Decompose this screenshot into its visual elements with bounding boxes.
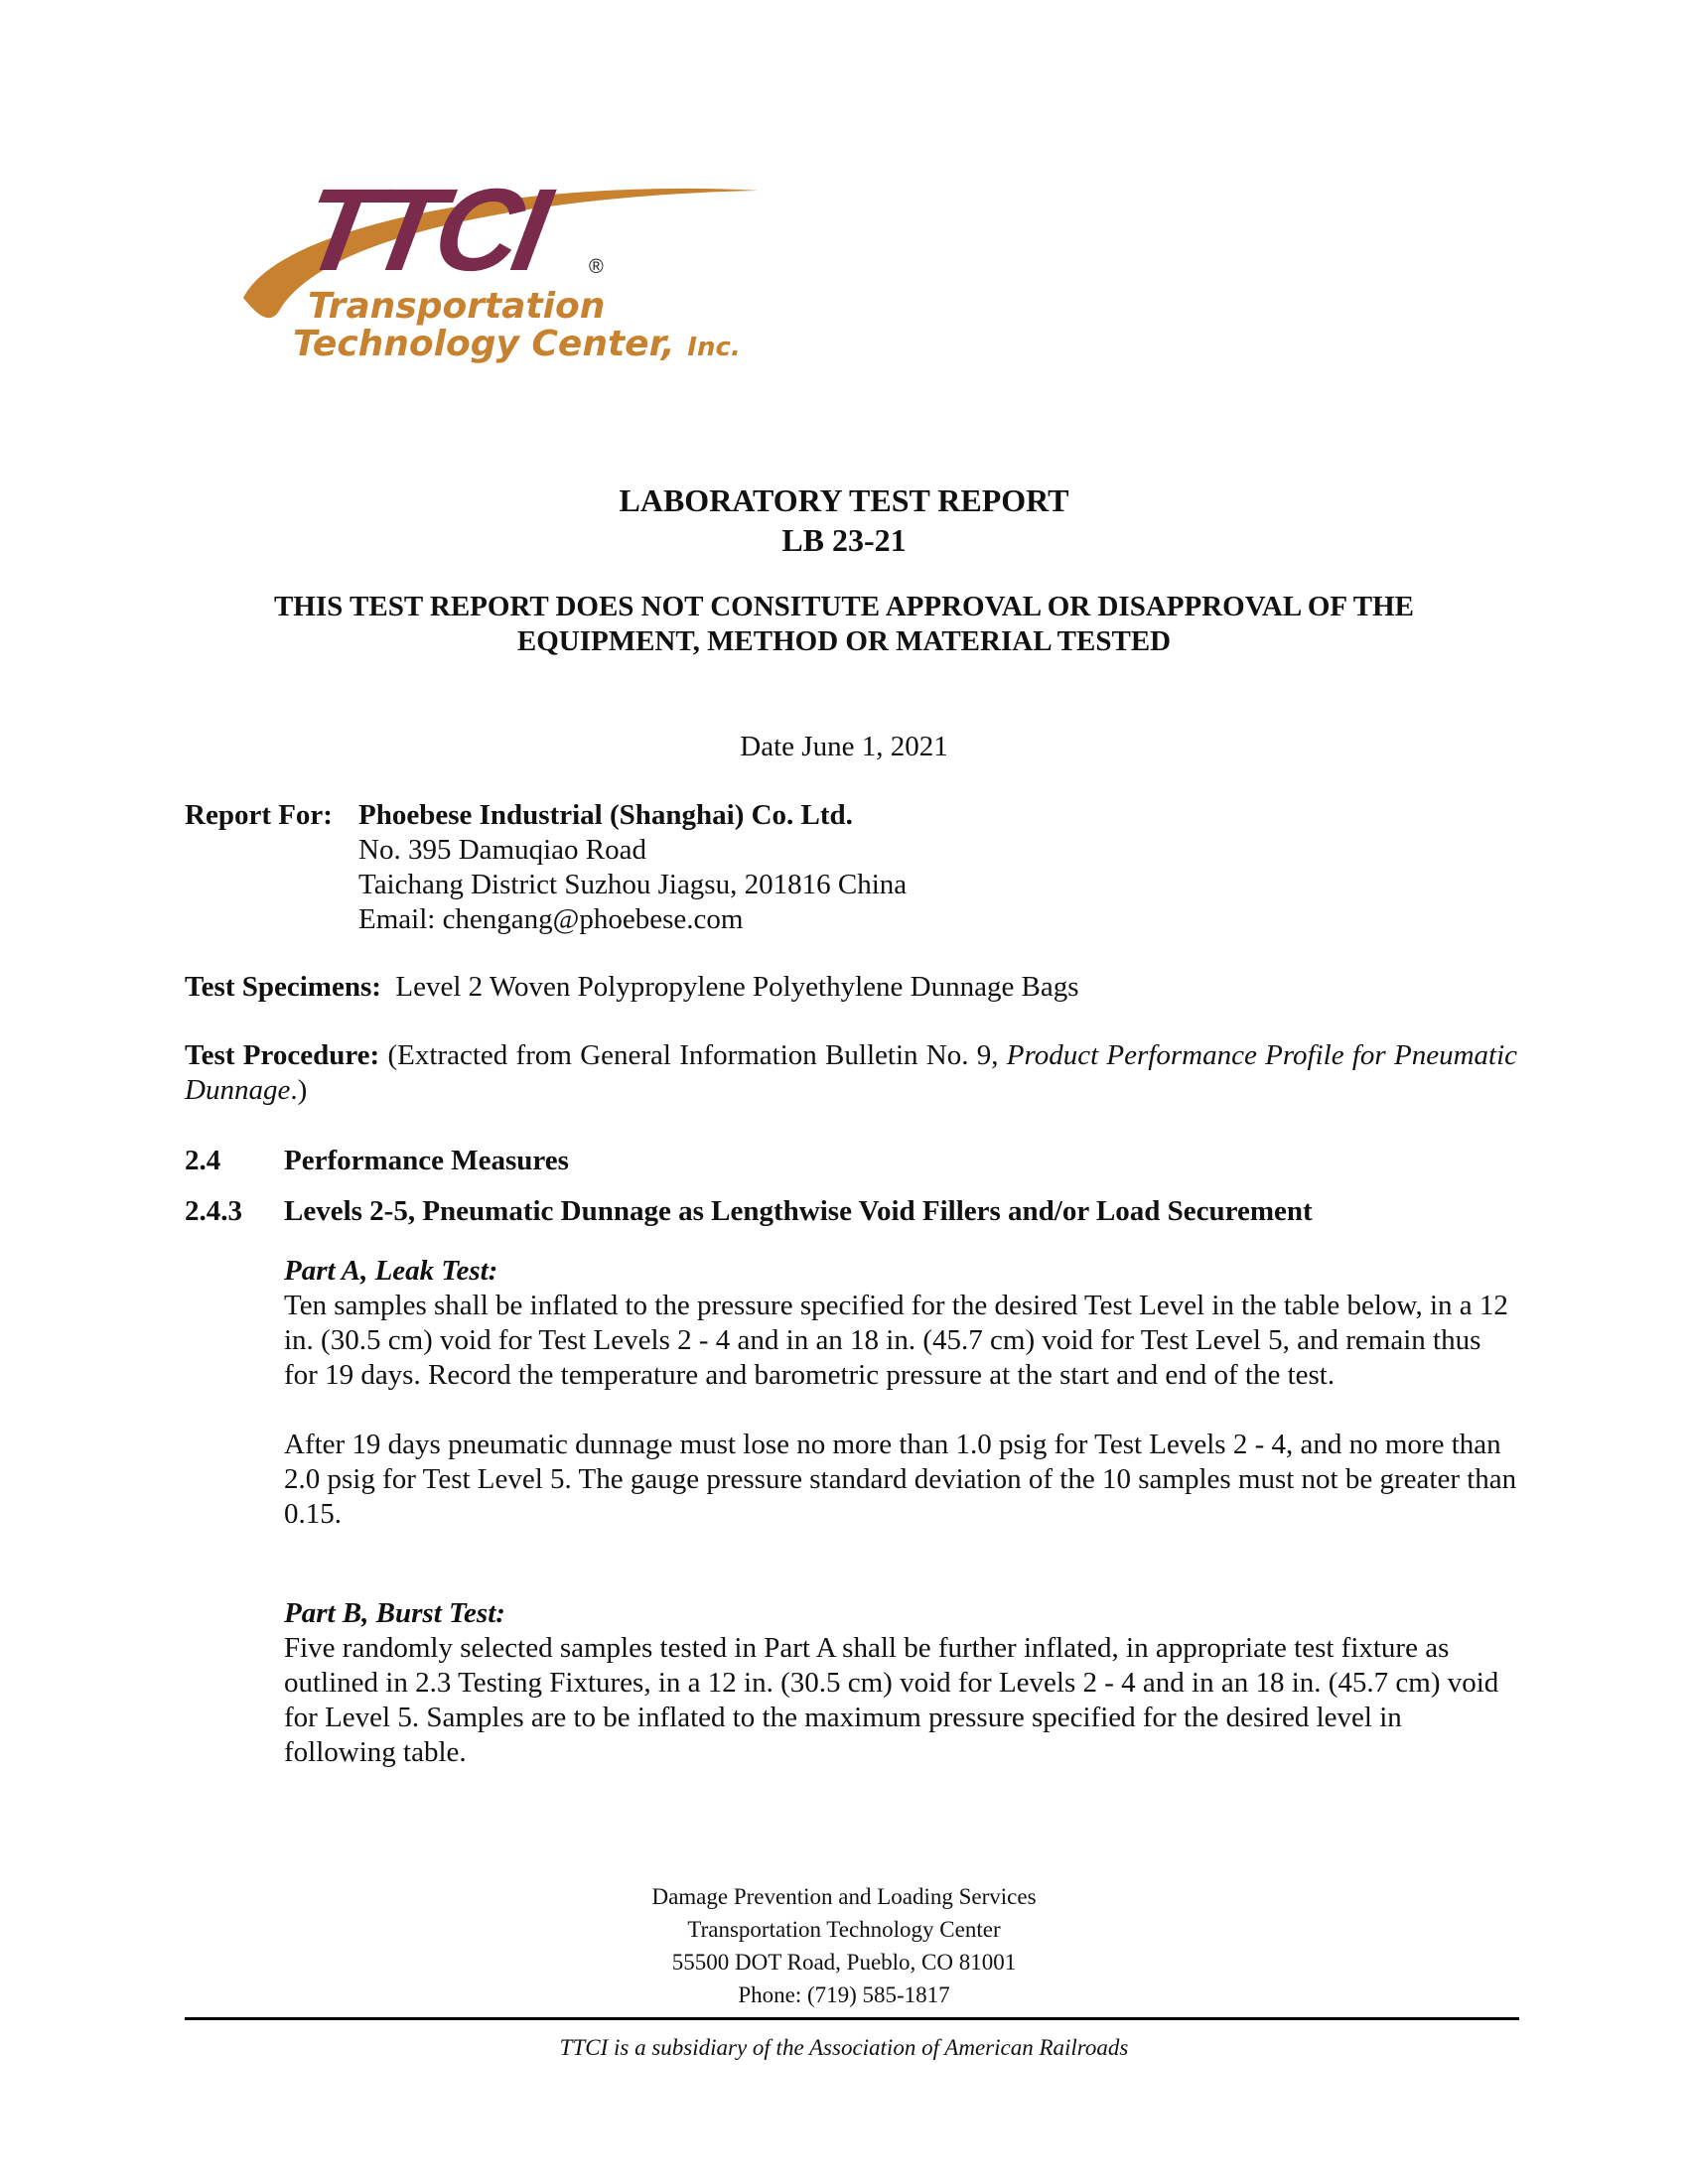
specimens-label: Test Specimens:	[185, 971, 381, 1003]
section-title: Performance Measures	[284, 1145, 569, 1176]
email-line: Email: chengang@phoebese.com	[358, 903, 744, 935]
section-number: 2.4.3	[185, 1195, 242, 1227]
procedure-bulletin-title: Product Performance Profile for Pneumatic Dunnage	[185, 1039, 1518, 1106]
section-2-4-3	[185, 1195, 1313, 1228]
footer-line2: Transportation Technology Center	[687, 1917, 1001, 1942]
procedure-label: Test Procedure:	[185, 1039, 380, 1071]
report-number: LB 23-21	[781, 522, 907, 558]
procedure-text-end: .)	[290, 1074, 308, 1106]
logo-line2: Technology Center,	[293, 324, 675, 364]
footer-address	[0, 1880, 1688, 2011]
address-line1: No. 395 Damuqiao Road	[358, 834, 646, 866]
part-a-paragraph2: After 19 days pneumatic dunnage must lose no more than 1.0 psig for Test Levels 2 - 4, and no more than 2.0 psig for Test Level 5. The gauge pressure standard deviation of the 10 samples must not be greater than 0.15.	[284, 1429, 1517, 1530]
footer-line1: Damage Prevention and Loading Services	[651, 1884, 1037, 1909]
report-for-block	[185, 798, 907, 937]
test-specimens	[185, 970, 1517, 1005]
report-date: Date June 1, 2021	[740, 731, 948, 762]
specimens-value: Level 2 Woven Polypropylene Polyethylene Dunnage Bags	[395, 971, 1079, 1003]
address-line2: Taichang District Suzhou Jiagsu, 201816 China	[358, 869, 908, 900]
subsidiary-note: TTCI is a subsidiary of the Association of American Railroads	[559, 2035, 1129, 2060]
part-b	[284, 1596, 1520, 1770]
report-title	[0, 480, 1688, 560]
report-for-label: Report For:	[185, 799, 333, 831]
logo-line2-suffix: Inc.	[687, 333, 741, 362]
part-b-heading: Part B, Burst Test:	[284, 1597, 505, 1629]
test-procedure	[185, 1038, 1517, 1108]
disclaimer-line2: EQUIPMENT, METHOD OR MATERIAL TESTED	[516, 625, 1172, 657]
footer-line3: 55500 DOT Road, Pueblo, CO 81001	[671, 1950, 1017, 1975]
company-name: Phoebese Industrial (Shanghai) Co. Ltd.	[358, 799, 853, 831]
procedure-text: (Extracted from General Information Bulletin No. 9,	[387, 1039, 1007, 1071]
section-number: 2.4	[185, 1145, 221, 1176]
logo-line1: Transportation	[308, 286, 606, 327]
part-a-heading: Part A, Leak Test:	[284, 1255, 498, 1287]
svg-text:Technology Center, Inc.	[293, 324, 741, 364]
disclaimer	[0, 590, 1688, 659]
section-title: Levels 2-5, Pneumatic Dunnage as Lengthwise Void Fillers and/or Load Securement	[284, 1195, 1313, 1227]
part-a-paragraph1: Ten samples shall be inflated to the pressure specified for the desired Test Level in the table below, in a 12 in. (30.5 cm) void for Test Levels 2 - 4 and in an 18 in. (45.7 cm) void for Test Level 5, and remain thus for 19 days. Record the temperature and barometric pressure at the start and end of the test.	[284, 1290, 1508, 1391]
section-2-4	[185, 1145, 569, 1177]
ttci-logo	[223, 159, 839, 387]
logo-registered: ®	[589, 256, 604, 278]
footer-phone: Phone: (719) 585-1817	[738, 1982, 950, 2007]
report-title-line1: LABORATORY TEST REPORT	[619, 482, 1069, 518]
logo-wordmark: TTCI	[293, 164, 554, 296]
part-b-paragraph1: Five randomly selected samples tested in Part A shall be further inflated, in appropriate test fixture as outlined in 2.3 Testing Fixtures, in a 12 in. (30.5 cm) void for Levels 2 - 4 and in an 18 in. (45.7 cm) void for Level 5. Samples are to be inflated to the maximum pressure specified for the desired level in following table.	[284, 1632, 1499, 1768]
disclaimer-line1: THIS TEST REPORT DOES NOT CONSITUTE APPROVAL OR DISAPPROVAL OF THE	[273, 591, 1415, 622]
footer-divider	[185, 2017, 1519, 2020]
part-a	[284, 1254, 1520, 1532]
